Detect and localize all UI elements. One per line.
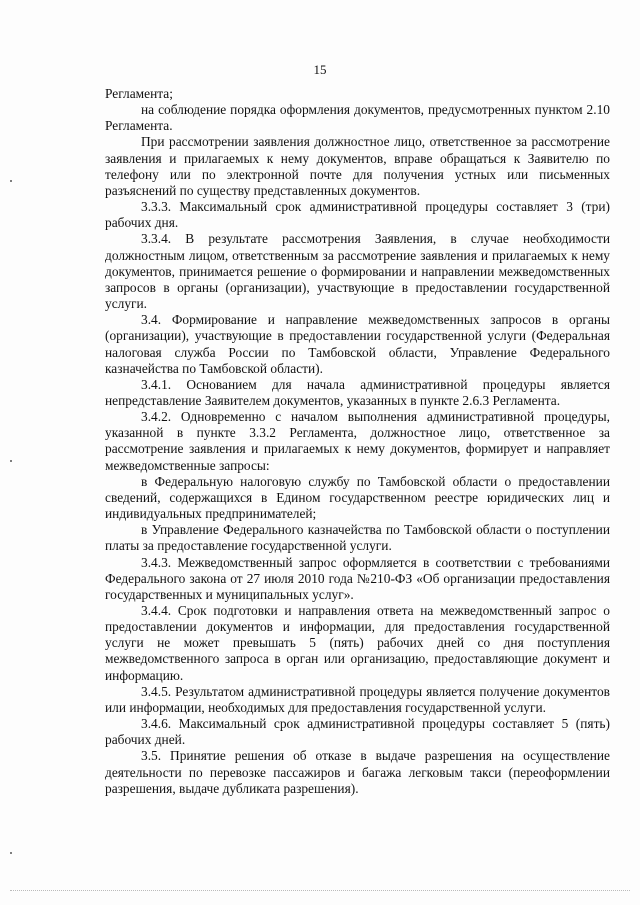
paragraph: 3.3.4. В результате рассмотрения Заявления, в случае необходимости должностным лицом, ответственным за рассмотрение заявления и прилагаемых к нему документов, принимается решение о формировании и направлении межведомственных запросов в органы (организации), участвующие в предоставлении государственной услуги. — [105, 231, 610, 312]
paragraph: 3.4.5. Результатом административной процедуры является получение документов или информации, необходимых для предоставления государственной услуги. — [105, 683, 610, 715]
paragraph: 3.4.6. Максимальный срок административной процедуры составляет 5 (пять) рабочих дней. — [105, 716, 610, 748]
scan-speck — [10, 852, 12, 854]
paragraph: 3.4. Формирование и направление межведомственных запросов в органы (организации), участвующие в предоставлении государственной услуги (Федеральная налоговая служба России по Тамбовской области, Управление Федерального казначейства по Тамбовской области). — [105, 312, 610, 376]
paragraph: 3.3.3. Максимальный срок административной процедуры составляет 3 (три) рабочих дня. — [105, 199, 610, 231]
paragraph: 3.4.1. Основанием для начала административной процедуры является непредставление Заявителем документов, указанных в пункте 2.6.3 Регламента. — [105, 376, 610, 408]
scan-edge-line — [10, 890, 630, 891]
page-number: 15 — [313, 62, 327, 77]
document-body — [105, 86, 610, 797]
paragraph: Регламента; — [105, 86, 173, 101]
scan-speck — [10, 460, 12, 462]
paragraph: в Федеральную налоговую службу по Тамбовской области о предоставлении сведений, содержащихся в Едином государственном реестре юридических лиц и индивидуальных предпринимателей; — [105, 473, 610, 522]
paragraph: в Управление Федерального казначейства по Тамбовской области о поступлении платы за предоставление государственной услуги. — [105, 522, 610, 554]
paragraph: 3.4.4. Срок подготовки и направления ответа на межведомственный запрос о предоставлении документов и информации, для предоставления государственной услуги не может превышать 5 (пять) рабочих дней со дня поступления межведомственного запроса в орган или организацию, предоставляющие документ и информацию. — [105, 603, 610, 683]
paragraph: 3.5. Принятие решения об отказе в выдаче разрешения на осуществление деятельности по перевозке пассажиров и багажа легковым такси (переоформлении разрешения, выдаче дубликата разрешения). — [105, 748, 610, 796]
paragraph: При рассмотрении заявления должностное лицо, ответственное за рассмотрение заявления и прилагаемых к нему документов, вправе обращаться к Заявителю по телефону или по электронной почте для получения устных или письменных разъяснений по существу представленных документов. — [105, 134, 610, 198]
scan-speck — [10, 180, 12, 182]
paragraph: 3.4.2. Одновременно с началом выполнения административной процедуры, указанной в пункте 3.3.2 Регламента, должностное лицо, ответственное за рассмотрение заявления и прилагаемых к нему документов, формирует и направляет межведомственные запросы: — [105, 409, 610, 473]
paragraph: 3.4.3. Межведомственный запрос оформляется в соответствии с требованиями Федерального закона от 27 июля 2010 года №210-ФЗ «Об организации предоставления государственных и муниципальных услуг». — [105, 554, 610, 602]
paragraph: на соблюдение порядка оформления документов, предусмотренных пунктом 2.10 Регламента. — [105, 102, 610, 134]
